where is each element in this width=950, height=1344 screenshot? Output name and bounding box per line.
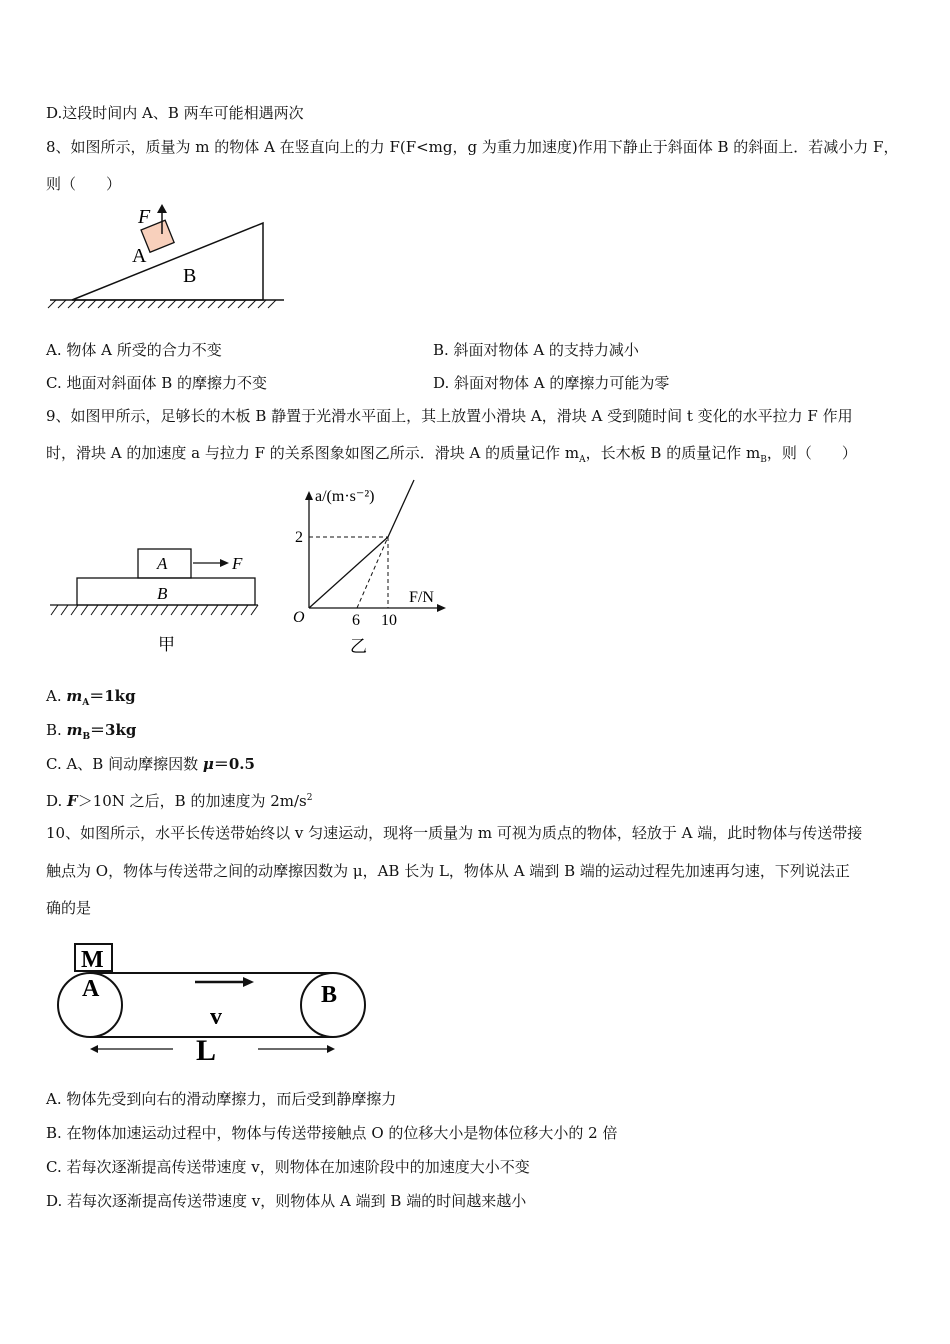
q10-stem-line2: 触点为 O，物体与传送带之间的动摩擦因数为 μ，AB 长为 L，物体从 A 端到 B 端的运动过程先加速再匀速，下列说法正: [46, 862, 850, 880]
q9-figure-yi: [288, 478, 458, 660]
label-a: A: [132, 245, 147, 267]
graph-line-1: [309, 537, 388, 608]
label-l: L: [196, 1034, 217, 1067]
caption-jia: 甲: [158, 635, 175, 654]
dimension-arrow-right: [327, 1045, 335, 1053]
q7-option-d: D.这段时间内 A、B 两车可能相遇两次: [46, 104, 304, 122]
q8-option-b: B. 斜面对物体 A 的支持力减小: [433, 341, 639, 359]
q9-stem-line1: 9、如图甲所示，足够长的木板 B 静置于光滑水平面上，其上放置小滑块 A，滑块 A 受到随时间 t 变化的水平拉力 F 作用: [46, 407, 853, 425]
label-b: B: [183, 265, 197, 287]
label-a: A: [82, 976, 100, 1002]
q10-option-d: D. 若每次逐渐提高传送带速度 v，则物体从 A 端到 B 端的时间越来越小: [46, 1192, 527, 1210]
dimension-arrow-left: [90, 1045, 98, 1053]
q10-stem-line3: 确的是: [46, 899, 92, 917]
label-m: M: [81, 947, 104, 973]
caption-yi: 乙: [350, 637, 367, 656]
label-f: F: [232, 554, 243, 573]
x-axis-arrow: [437, 604, 446, 612]
dashed-slope: [357, 537, 388, 608]
q8-incline-figure: [46, 200, 296, 310]
q8-stem-line1: 8、如图所示，质量为 m 的物体 A 在竖直向上的力 F(F<mg，g 为重力加速度)作用下静止于斜面体 B 的斜面上．若减小力 F，: [46, 138, 899, 156]
q10-option-b: B. 在物体加速运动过程中，物体与传送带接触点 O 的位移大小是物体位移大小的 2 倍: [46, 1124, 618, 1142]
q9-option-c: C. A、B 间动摩擦因数 μ＝0.5: [46, 755, 255, 773]
q10-conveyor-figure: [50, 938, 380, 1078]
origin-label: O: [293, 609, 305, 626]
force-arrow: [157, 204, 167, 213]
q8-option-a: A. 物体 A 所受的合力不变: [46, 341, 222, 359]
q8-option-d: D. 斜面对物体 A 的摩擦力可能为零: [433, 374, 670, 392]
x-tick-6: 6: [352, 612, 360, 629]
q9-option-a: A. $m_A=1kg$: [46, 687, 136, 708]
graph-line-2: [388, 480, 414, 537]
q9-option-d: D. F＞10N 之后，B 的加速度为 $2m/s^2$: [46, 792, 313, 810]
q9-figure-jia: [46, 540, 266, 660]
label-v: v: [210, 1004, 222, 1030]
velocity-arrow: [243, 977, 254, 987]
q9-option-b: B. $m_B=3kg$: [46, 721, 137, 742]
label-b: B: [321, 982, 338, 1008]
y-tick-2: 2: [295, 529, 303, 546]
label-b: B: [157, 584, 168, 603]
y-axis-arrow: [305, 491, 313, 500]
x-axis-label: F/N: [409, 589, 434, 606]
y-axis-label: a/(m·s⁻²): [315, 488, 375, 505]
q8-option-c: C. 地面对斜面体 B 的摩擦力不变: [46, 374, 268, 392]
q10-option-c: C. 若每次逐渐提高传送带速度 v，则物体在加速阶段中的加速度大小不变: [46, 1158, 530, 1176]
q8-stem-line2: 则（ ）: [46, 175, 122, 193]
label-a: A: [157, 554, 168, 573]
q10-stem-line1: 10、如图所示，水平长传送带始终以 v 匀速运动，现将一质量为 m 可视为质点的物体，轻放于 A 端，此时物体与传送带接: [46, 824, 863, 842]
label-f: F: [138, 206, 151, 228]
q9-stem-line2: 时，滑块 A 的加速度 a 与拉力 F 的关系图象如图乙所示．滑块 A 的质量记作 $m_A$，长木板 B 的质量记作 $m_B$，则（ ）: [46, 444, 857, 465]
x-tick-10: 10: [381, 612, 397, 629]
force-arrow: [220, 559, 229, 567]
q10-option-a: A. 物体先受到向右的滑动摩擦力，而后受到静摩擦力: [46, 1090, 397, 1108]
